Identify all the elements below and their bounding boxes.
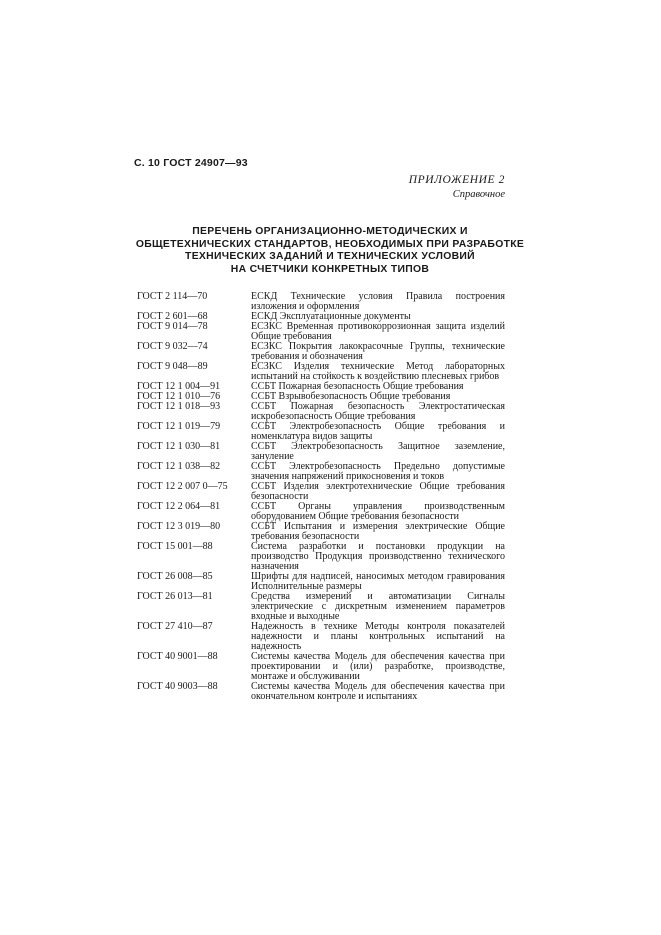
standard-code: ГОСТ 12 1 030—81 (137, 441, 221, 452)
standard-code: ГОСТ 40 9001—88 (137, 651, 218, 662)
standard-row (137, 462, 505, 482)
standard-description: Шрифты для надписей, наносимых методом гравирования Исполнительные размеры (251, 571, 505, 592)
title-line: ОБЩЕТЕХНИЧЕСКИХ СТАНДАРТОВ, НЕОБХОДИМЫХ ПРИ РАЗРАБОТКЕ (135, 238, 525, 250)
standard-description: ЕСКД Технические условия Правила построения изложения и оформления (251, 291, 505, 312)
standard-description: ССБТ Электробезопасность Предельно допустимые значения напряжений прикосновения и токов (251, 461, 505, 482)
standard-code: ГОСТ 15 001—88 (137, 541, 213, 552)
standard-description: ССБТ Органы управления производственным оборудованием Общие требования безопасности (251, 501, 505, 522)
appendix-label (409, 174, 505, 200)
standard-row (137, 292, 505, 312)
standard-code: ГОСТ 12 1 018—93 (137, 401, 221, 412)
standard-row (137, 622, 505, 652)
standard-description: ССБТ Пожарная безопасность Электростатическая искробезопасность Общие требования (251, 401, 505, 422)
title-line: ПЕРЕЧЕНЬ ОРГАНИЗАЦИОННО-МЕТОДИЧЕСКИХ И (192, 226, 468, 237)
standard-code: ГОСТ 12 1 038—82 (137, 461, 221, 472)
standard-row (137, 542, 505, 572)
standard-description: ССБТ Изделия электротехнические Общие требования безопасности (251, 481, 505, 502)
standard-description: ССБТ Испытания и измерения электрические Общие требования безопасности (251, 521, 505, 542)
standards-list (137, 292, 505, 702)
standard-description: Система разработки и постановки продукции на производство Продукция производственно технического назначения (251, 541, 505, 572)
standard-row (137, 652, 505, 682)
page-header: С. 10 ГОСТ 24907—93 (134, 157, 248, 169)
standard-code: ГОСТ 27 410—87 (137, 621, 213, 632)
standard-code: ГОСТ 2 601—68 (137, 311, 208, 322)
standard-row (137, 422, 505, 442)
standard-description: ЕСЗКС Покрытия лакокрасочные Группы, технические требования и обозначения (251, 341, 505, 362)
standard-description: ЕСКД Эксплуатационные документы (251, 311, 411, 322)
standard-code: ГОСТ 12 2 007 0—75 (137, 481, 228, 492)
standard-description: Системы качества Модель для обеспечения качества при проектировании и (или) разработке, производстве, монтаже и обслуживании (251, 651, 505, 682)
standard-description: Средства измерений и автоматизации Сигналы электрические с дискретным изменением параметров входные и выходные (251, 591, 505, 622)
appendix-title: ПРИЛОЖЕНИЕ 2 (408, 174, 505, 186)
standard-code: ГОСТ 12 1 004—91 (137, 381, 221, 392)
standard-code: ГОСТ 26 008—85 (137, 571, 213, 582)
standard-code: ГОСТ 12 1 010—76 (137, 391, 221, 402)
standard-row (137, 682, 505, 702)
standard-code: ГОСТ 9 048—89 (137, 361, 208, 372)
standard-row (137, 362, 505, 382)
appendix-subtitle: Справочное (452, 189, 505, 200)
standard-row (137, 402, 505, 422)
standard-row (137, 572, 505, 592)
standard-code: ГОСТ 2 114—70 (137, 291, 208, 302)
standard-code: ГОСТ 12 3 019—80 (137, 521, 221, 532)
standard-row (137, 502, 505, 522)
standard-code: ГОСТ 12 2 064—81 (137, 501, 221, 512)
standard-row (137, 442, 505, 462)
standard-description: ЕСЗКС Временная противокоррозионная защита изделий Общие требования (251, 321, 505, 342)
document-title (130, 226, 530, 276)
standard-code: ГОСТ 12 1 019—79 (137, 421, 221, 432)
standard-row (137, 592, 505, 622)
standard-description: ССБТ Пожарная безопасность Общие требования (251, 381, 464, 392)
title-line: ТЕХНИЧЕСКИХ ЗАДАНИЙ И ТЕХНИЧЕСКИХ УСЛОВИЙ (185, 251, 475, 262)
standard-description: ССБТ Электробезопасность Защитное заземление, зануление (251, 441, 505, 462)
standard-code: ГОСТ 40 9003—88 (137, 681, 218, 692)
standard-row (137, 482, 505, 502)
standard-code: ГОСТ 9 032—74 (137, 341, 208, 352)
standard-description: ССБТ Взрывобезопасность Общие требования (251, 391, 451, 402)
standard-description: ССБТ Электробезопасность Общие требования и номенклатура видов защиты (251, 421, 505, 442)
standard-code: ГОСТ 9 014—78 (137, 321, 208, 332)
standard-row (137, 522, 505, 542)
standard-description: Системы качества Модель для обеспечения качества при окончательном контроле и испытаниях (251, 681, 505, 702)
title-line: НА СЧЕТЧИКИ КОНКРЕТНЫХ ТИПОВ (230, 263, 430, 275)
standard-description: Надежность в технике Методы контроля показателей надежности и планы контрольных испытаний на надежность (251, 621, 505, 652)
standard-code: ГОСТ 26 013—81 (137, 591, 213, 602)
standard-row (137, 342, 505, 362)
standard-description: ЕСЗКС Изделия технические Метод лабораторных испытаний на стойкость к воздействию плесневых грибов (251, 361, 505, 382)
standard-row (137, 322, 505, 342)
